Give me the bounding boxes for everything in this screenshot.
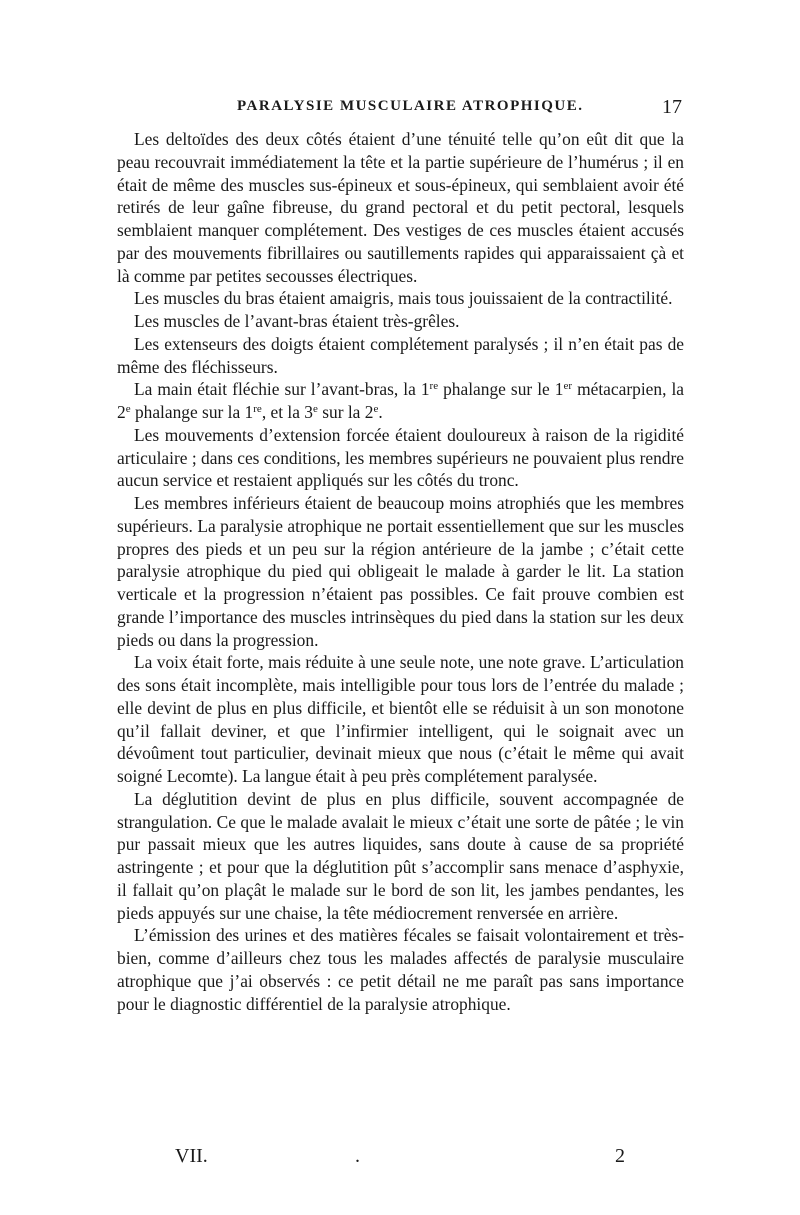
paragraph-voix: La voix était forte, mais réduite à une seule note, une note grave. L’articulation des sons était incomplète, mais intelligible pour tous lors de l’entrée du malade ; elle devint de plus en plus difficile, et bientôt elle se réduisit à un son monotone qu’il fallait deviner, et que l’infirmier intelligent, qui le soignait avec un dévoûment tout particulier, devinait mieux que nous (c’était le même qui avait soigné Lecomte). La langue était à peu près complétement paralysée. [117, 652, 684, 786]
signature-mark: VII. [175, 1145, 208, 1167]
page-number: 17 [662, 96, 682, 118]
running-head [117, 98, 684, 122]
paragraph-emission: L’émission des urines et des matières fécales se faisait volontairement et très-bien, comme d’ailleurs chez tous les malades affectés de paralysie musculaire atrophique que j’ai observés : ce petit détail ne me paraît pas sans importance pour le diagnostic différentiel de la paralysie atrophique. [117, 925, 684, 1014]
running-title: PARALYSIE MUSCULAIRE ATROPHIQUE. [237, 98, 584, 114]
paragraph-main: La main était fléchie sur l’avant-bras, la 1re phalange sur le 1er métacarpien, la 2e phalange sur la 1re, et la 3e sur la 2e. [117, 379, 685, 422]
paragraph-extension-forcee: Les mouvements d’extension forcée étaient douloureux à raison de la rigidité articulaire ; dans ces conditions, les membres supérieurs ne pouvaient plus rendre aucun service et restaient appliqués sur les côtés du tronc. [117, 424, 684, 491]
body-text [117, 128, 684, 1015]
footer-dot: . [355, 1145, 360, 1167]
book-page [117, 98, 684, 1015]
paragraph-extenseurs: Les extenseurs des doigts étaient complétement paralysés ; il n’en était pas de même des fléchisseurs. [117, 333, 684, 377]
paragraph-muscles-bras: Les muscles du bras étaient amaigris, mais tous jouissaient de la contractilité. [134, 288, 673, 309]
signature-number: 2 [615, 1145, 625, 1167]
paragraph-avant-bras: Les muscles de l’avant-bras étaient très-grêles. [134, 311, 460, 331]
page-footer [175, 1145, 645, 1171]
paragraph-deltoides: Les deltoïdes des deux côtés étaient d’une ténuité telle qu’on eût dit que la peau recouvrait immédiatement la tête et la partie supérieure de l’humérus ; il en était de même des muscles sus-épineux et sous-épineux, qui semblaient avoir été retirés de leur gaîne fibreuse, du grand pectoral et du petit pectoral, lesquels semblaient manquer complétement. Des vestiges de ces muscles étaient accusés par des mouvements fibrillaires ou sautillements rapides qui apparaissaient çà et là comme par petites secousses électriques. [117, 129, 684, 286]
paragraph-deglutition: La déglutition devint de plus en plus difficile, souvent accompagnée de strangulation. Ce que le malade avalait le mieux c’était une sorte de pâtée ; le vin pur passait mieux que les autres liquides, sans doute à cause de sa propriété astringente ; et pour que la déglutition pût s’accomplir sans menace d’asphyxie, il fallait qu’on plaçât le malade sur le bord de son lit, les jambes pendantes, les pieds appuyés sur une chaise, la tête médiocrement renversée en arrière. [117, 788, 684, 923]
paragraph-membres-inferieurs: Les membres inférieurs étaient de beaucoup moins atrophiés que les membres supérieurs. La paralysie atrophique ne portait essentiellement que sur les muscles propres des pieds et un peu sur la région antérieure de la jambe ; c’était cette paralysie atrophique du pied qui obligeait le malade à garder le lit. La station verticale et la progression n’étaient pas possibles. Ce fait prouve combien est grande l’importance des muscles intrinsèques du pied dans la station sur les deux pieds ou dans la progression. [117, 493, 684, 650]
